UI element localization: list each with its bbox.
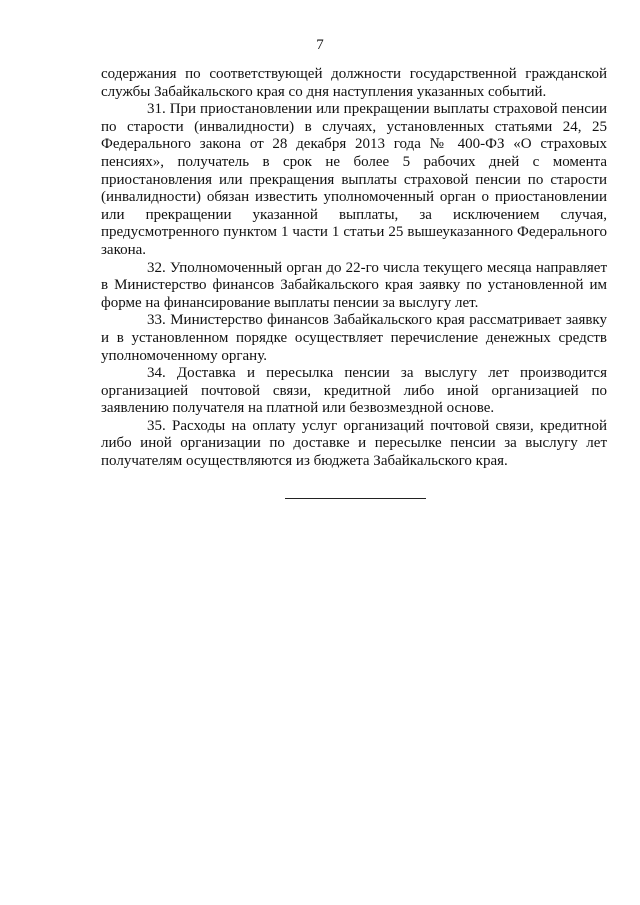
- end-divider-line: [285, 498, 426, 499]
- paragraph-34: 34. Доставка и пересылка пенсии за выслугу лет производится организацией почтовой связи, кредитной либо иной организацией по заявлению получателя на платной или безвозмездной основе.: [101, 365, 607, 417]
- paragraph-32: 32. Уполномоченный орган до 22-го числа текущего месяца направляет в Министерство финансов Забайкальского края заявку по установленной им форме на финансирование выплаты пенсии за выслугу лет.: [101, 259, 607, 311]
- paragraph-35: 35. Расходы на оплату услуг организаций почтовой связи, кредитной либо иной организации по доставке и пересылке пенсии за выслугу лет получателям осуществляются из бюджета Забайкальского края.: [101, 417, 607, 470]
- paragraph-31: 31. При приостановлении или прекращении выплаты страховой пенсии по старости (инвалидности) в случаях, установленных статьями 24, 25 Федерального закона от 28 декабря 2013 года № 400-ФЗ «О страховых пенсиях», получатель в срок не более 5 рабочих дней с момента приостановления или прекращения выплаты страховой пенсии по старости (инвалидности) обязан известить уполномоченный орган о приостановлении или прекращении указанной выплаты, за исключением случая, предусмотренного пунктом 1 части 1 статьи 25 вышеуказанного Федерального закона.: [101, 101, 607, 258]
- paragraph-33: 33. Министерство финансов Забайкальского края рассматривает заявку и в установленном порядке осуществляет перечисление денежных средств уполномоченному органу.: [101, 312, 607, 364]
- document-body: [101, 66, 607, 471]
- paragraph-continuation: содержания по соответствующей должности государственной гражданской службы Забайкальского края со дня наступления указанных событий.: [101, 66, 607, 100]
- page-number: 7: [316, 37, 324, 53]
